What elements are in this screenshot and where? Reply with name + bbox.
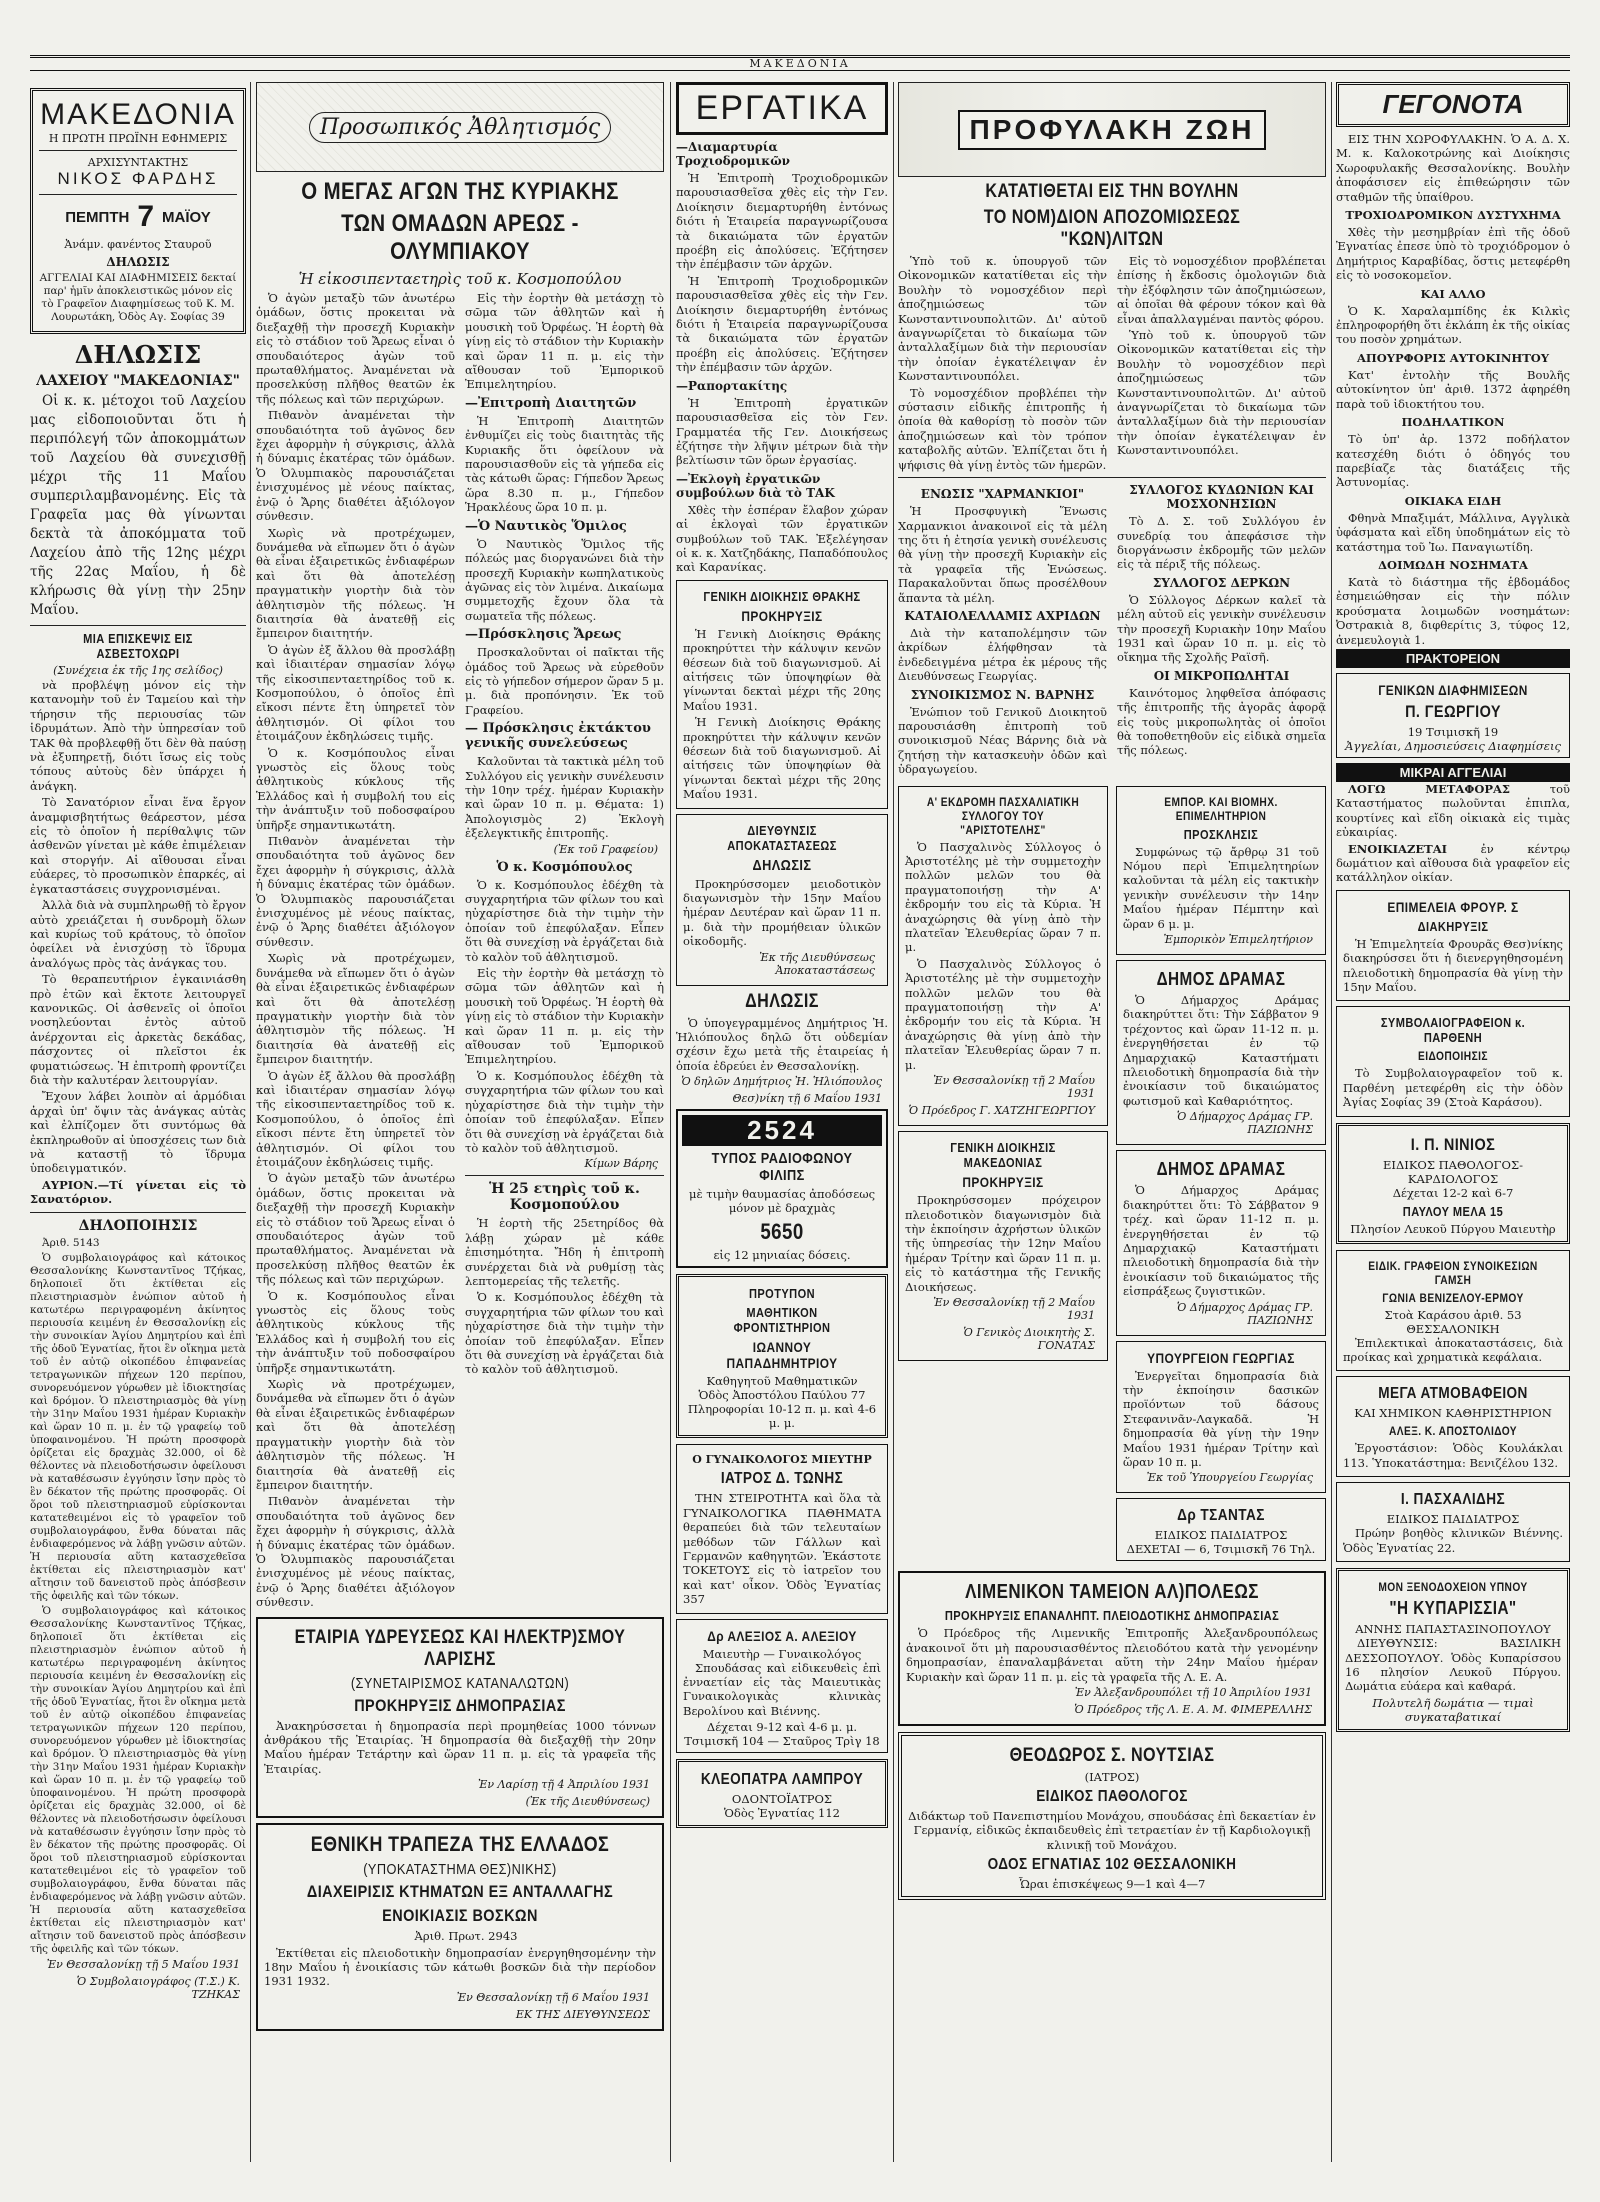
paschalidis-ad — [1336, 1482, 1570, 1562]
masthead — [30, 88, 246, 334]
paschalidis-name: Ι. ΠΑΣΧΑΛΙΔΗΣ — [1400, 1491, 1506, 1509]
bank-kind-2: ΕΝΟΙΚΙΑΣΙΣ ΒΟΣΚΩΝ — [382, 1906, 538, 1926]
radio-model: 2524 — [682, 1115, 882, 1146]
visit-paragraph: Ἀλλὰ διὰ νὰ συμπληρωθῇ τὸ ἔργον αὐτὸ χρειάζεται ἡ συνδρομὴ ὅλων καὶ κυρίως τοῦ κράτους, τὸ ὁποῖον ὀφείλει νὰ ἐνισχύσῃ τὸ ἵδρυμα ἀναλόγως πρὸς τὰς ἀνάγκας του. — [30, 898, 246, 970]
notices-row — [898, 781, 1326, 1567]
sports-paragraph: Ὁ ἀγὼν μεταξὺ τῶν ἀνωτέρω ὁμάδων, ὅστις προκειται νὰ διεξαχθῇ τὴν προσεχῆ Κυριακὴν εἰς τὸ στάδιον τοῦ Ἄρεως εἶναι ὁ σπουδαιότερος ἀγὼν τοῦ πρωταθλήματος. Ἀναμένεται νὰ προσελκύσῃ πλῆθος θεατῶν ἐκ τῆς πόλεως καὶ τῶν περιχώρων. — [256, 1171, 455, 1287]
aristotle-text: Ὁ Πασχαλινὸς Σύλλογος ὁ Ἀριστοτέλης μὲ τὴν συμμετοχὴν πολλῶν μελῶν του θὰ πραγματοποιήσῃ τὴν Α' ἐκδρομήν του εἰς τὰ Κύρια. Ἡ ἀναχώρησις θὰ γίνῃ ἀπὸ τὴν πλατεῖαν Ἐλευθερίας ὥραν 7 π. μ. — [905, 956, 1101, 1072]
aristotle-date: Ἐν Θεσσαλονίκῃ τῇ 2 Μαΐου 1931 — [933, 1074, 1095, 1101]
visit-title: ΜΙΑ ΕΠΙΣΚΕΨΙΣ ΕΙΣ ΑΣΒΕΣΤΟΧΩΡΙ — [83, 631, 193, 661]
running-header: ΜΑΚΕΔΟΝΙΑ — [30, 55, 1570, 71]
ninios-near: Πλησίον Λευκοῦ Πύργου Μαιευτὴρ — [1350, 1221, 1556, 1236]
news-text: Καινότομος ληφθεῖσα ἀπόφασις τῆς ἐπιτροπῆς τῆς ἀγορᾶς ἀφορᾷ εἰς τοὺς μικροπωλητὰς οἱ ὁποῖοι θὰ τοποθετηθοῦν εἰς εἰδικὰ σημεῖα τῆς πόλεως. — [1117, 685, 1326, 758]
chamber-text: Συμφώνως τῷ ἄρθρῳ 31 τοῦ Νόμου περὶ Ἐπιμελητηρίων καλοῦνται τὰ μέλη εἰς τακτικὴν γενικὴν συνέλευσιν τὴν 14ην Μαΐου ἡμέραν Πέμπτην καὶ ὥραν 6 μ. μ. — [1123, 844, 1319, 931]
refugee-paragraph: Τὸ νομοσχέδιον προβλέπει τὴν σύστασιν εἰδικῆς ἐπιτροπῆς ἡ ὁποία θὰ καθορίσῃ τὸ ποσὸν τῶν ἀποζημιώσεων καὶ τὸν τρόπον καταβολῆς αὐτῶν. Ἐλπίζεται ὅτι ἡ ψήφισις θὰ γίνῃ ἐντὸς τῶν ἡμερῶν. — [898, 385, 1107, 472]
weekday: ΠΕΜΠΤΗ — [65, 208, 130, 226]
ninios-hours: Δέχεται 12-2 καὶ 6-7 — [1392, 1185, 1514, 1200]
news-title: ΚΑΤΑΙΟΛΕΛΛΑΜΙΣ ΑΧΡΙΔΩΝ — [904, 608, 1101, 623]
noutsias-ad — [898, 1732, 1326, 1900]
events-text: Κατὰ τὸ διάστημα τῆς ἑβδομάδος ἐσημειώθησαν εἰς τὴν πόλιν κρούσματα λοιμωδῶν νοσημάτων: Ὀστρακιὰ 8, διφθερίτις 3, τύφος 12, ἀνεμευλογιὰ 1. — [1336, 574, 1570, 647]
dye-works-ad — [1336, 1376, 1570, 1477]
small-ad-title: ΕΝΟΙΚΙΑΖΕΤΑΙ — [1348, 841, 1447, 856]
column-rule — [670, 82, 671, 2162]
masthead-subtitle: Η ΠΡΩΤΗ ΠΡΩΪΝΗ ΕΦΗΜΕΡΙΣ — [48, 132, 228, 145]
small-ads-header: ΜΙΚΡΑΙ ΑΓΓΕΛΙΑΙ — [1336, 763, 1570, 782]
sports-paragraph: Χωρὶς νὰ προτρέχωμεν, δυνάμεθα νὰ εἴπωμεν ὅτι ὁ ἀγὼν θὰ εἶναι ἐξαιρετικῶς ἐνδιαφέρων καὶ ὅτι θὰ ἀποτελέσῃ πραγματικὴν γιορτὴν διὰ τὸν ἀθλητισμὸν τῆς πόλεως. Ἡ διαιτησία θὰ ἀνατεθῇ εἰς ἔμπειρον διαιτητήν. — [256, 951, 455, 1067]
drama-signature: Ὁ Δήμαρχος Δράμας ΓΡ. ΠΑΖΙΩΝΗΣ — [1176, 1110, 1313, 1137]
refugee-section-title: ΠΡΟΦΥΛΑΚΗ ΖΩΗ — [958, 110, 1267, 150]
reporter-text: Ἡ Ἐπιτροπὴ ἐργατικῶν παρουσιασθεῖσα εἰς τὸν Γεν. Γραμματέα τῆς Γεν. Διοικήσεως ἐζήτησε τὴν λῆψιν μέτρων διὰ τὴν βελτίωσιν τῶν ὅρων ἐργασίας. — [676, 395, 888, 468]
tram-text: Ἡ Ἐπιτροπὴ Τροχιοδρομικῶν παρουσιασθεῖσα χθὲς εἰς τὴν Γεν. Διοίκησιν διεμαρτυρήθη ἐντόνως διότι ἡ Ἑταιρεία παραγνωρίζουσα τὰ δικαιώματα τῶν ἐργατῶν προέβη εἰς ἀπολύσεις. Ἐζήτησεν τὴν ἐπέμβασιν τῶν ἀρχῶν. — [676, 273, 888, 375]
sports-paragraph: Ὁ κ. Κοσμόπουλος εἶναι γνωστὸς εἰς ὅλους τοὺς ἀθλητικοὺς κύκλους τῆς Ἑλλάδος καὶ ἡ συμβολή του εἰς τὴν ἀνάπτυξιν τοῦ ποδοσφαίρου ὑπῆρξε σημαντικωτάτη. — [256, 1288, 455, 1375]
cosmopoulos-text: Εἰς τὴν ἑορτὴν θὰ μετάσχῃ τὸ σῶμα τῶν ἀθλητῶν καὶ ἡ μουσικὴ τοῦ Ὀρφέως. Ἡ ἑορτὴ θὰ γίνῃ εἰς τὸ στάδιον τὴν Κυριακὴν καὶ ὥραν 11 π. μ. εἰς τὴν αἴθουσαν τοῦ Ἐμπορικοῦ Ἐπιμελητηρίου. — [465, 966, 664, 1067]
aristotle-text: Ὁ Πασχαλινὸς Σύλλογος ὁ Ἀριστοτέλης μὲ τὴν συμμετοχὴν πολλῶν μελῶν του θὰ πραγματοποιήσῃ τὴν Α' ἐκδρομήν του εἰς τὰ Κύρια. Ἡ ἀναχώρησις θὰ γίνῃ ἀπὸ τὴν πλατεῖαν Ἐλευθερίας ὥραν 7 π. μ. — [905, 839, 1101, 955]
noutsias-name: ΘΕΟΔΩΡΟΣ Σ. ΝΟΥΤΣΙΑΣ — [1009, 1745, 1215, 1766]
small-ad-title: ΛΟΓΩ ΜΕΤΑΦΟΡΑΣ — [1348, 781, 1511, 796]
tram-title: —Διαμαρτυρία Τροχιοδρομικῶν — [676, 140, 790, 168]
sports-paragraph: Πιθανὸν ἀναμένεται τὴν σπουδαιότητα τοῦ ἀγῶνος δεν ἔχει ἀφορμὴν ἡ σύγκρισις, ἀλλὰ ἡ δύναμις ἑκατέρας τῶν ὁμάδων. Ὁ Ὀλυμπιακὸς παρουσιάζεται ἐνισχυμένος μὲ νέους παίκτας, ἐνῷ ὁ Ἄρης διαθέτει ἀξιόλογον σύνθεσιν. — [256, 834, 455, 949]
chamber-notice — [1116, 786, 1326, 955]
marriage-bureau-subtitle: Στοὰ Καράσου ἀριθ. 53 ΘΕΣΣΑΛΟΝΙΚΗ — [1384, 1307, 1522, 1336]
tsantas-hours: ΔΕΧΕΤΑΙ — 6, Τσιμισκῆ 76 Τηλ. — [1126, 1542, 1316, 1557]
restoration-signature: Ἐκ τῆς Διευθύνσεως Ἀποκαταστάσεως — [759, 950, 875, 977]
announcement-number: Ἀριθ. 5143 — [42, 1236, 100, 1249]
tutoring-label: ΠΡΟΤΥΠΟΝ — [748, 1286, 816, 1302]
noutsias-subtitle: (ΙΑΤΡΟΣ) — [1084, 1770, 1140, 1784]
alexiou-ad — [676, 1619, 888, 1754]
refugee-article — [898, 254, 1326, 472]
drama-notice-1 — [1116, 960, 1326, 1145]
tutoring-hours: Πληροφορίαι 10-12 π. μ. καὶ 4-6 μ. μ. — [687, 1402, 877, 1431]
macedonia-kind: ΠΡΟΚΗΡΥΞΙΣ — [962, 1174, 1044, 1191]
drama-text: Ὁ Δήμαρχος Δράμας διακηρύττει ὅτι: Τὸ Σάββατον 9 τρέχ. καὶ ὥραν 11-12 π. μ. ἐνεργηθήσεται ἐν τῷ Δημαρχιακῷ Καταστήματι πλειοδοτικὴ δημοπρασία διὰ τὴν ἐνοικίασιν τοῦ δικαιώματος τῆς εἰσπράξεως ζυγιστικῶν. — [1123, 1183, 1319, 1299]
radio-ad — [676, 1109, 888, 1268]
utility-notice — [256, 1617, 664, 1819]
sports-section-banner — [256, 82, 664, 172]
tutoring-role: Καθηγητοῦ Μαθηματικῶν — [706, 1374, 858, 1389]
radio-terms: εἰς 12 μηνιαίας δόσεις. — [713, 1248, 851, 1263]
restoration-notice — [676, 814, 888, 986]
agency-name: Π. ΓΕΩΡΓΙΟΥ — [1405, 701, 1501, 721]
announcement-title: ΔΗΛΟΠΟΙΗΣΙΣ — [78, 1217, 198, 1234]
main-headline-1: Ο ΜΕΓΑΣ ΑΓΩΝ ΤΗΣ ΚΥΡΙΑΚΗΣ — [301, 178, 619, 205]
hotel-owner: ΑΝΝΗΣ ΠΑΠΑΣΤΑΣΙΝΟΠΟΥΛΟΥ — [1355, 1622, 1551, 1637]
cosmopoulos-title: Ὁ κ. Κοσμόπουλος — [496, 859, 633, 875]
alexiou-address: Τσιμισκῆ 104 — Σταῦρος Τρὶγ 18 — [684, 1734, 880, 1749]
sports-section-title: Προσωπικός Ἀθλητισμός — [309, 112, 611, 143]
garrison-notice — [1336, 890, 1570, 1002]
main-subhead: Ἡ εἰκοσιπενταετηρὶς τοῦ κ. Κοσμοπούλου — [298, 270, 622, 288]
drama-signature: Ὁ Δήμαρχος Δράμας ΓΡ. ΠΑΖΙΩΝΗΣ — [1176, 1300, 1313, 1327]
dateline — [39, 200, 237, 234]
radio-title: ΤΥΠΟΣ ΡΑΔΙΟΦΩΝΟΥ ΦΙΛΙΠΣ — [711, 1150, 853, 1185]
ninios-address: ΠΑΥΛΟΥ ΜΕΛΑ 15 — [1402, 1203, 1504, 1219]
refugee-paragraph: Εἰς τὸ νομοσχέδιον προβλέπεται ἐπίσης ἡ ἔκδοσις ὁμολογιῶν διὰ τὴν ἐξόφλησιν τῶν ἀποζημιώσεων, αἱ ὁποῖαι θὰ φέρουν τόκον καὶ θὰ εἶναι ἀπαλλαγμέναι παντὸς φόρου. — [1117, 254, 1326, 326]
agriculture-title: ΥΠΟΥΡΓΕΙΟΝ ΓΕΩΡΓΙΑΣ — [1147, 1349, 1295, 1366]
column-5 — [1336, 82, 1570, 2162]
general-assembly-text: Καλοῦνται τὰ τακτικὰ μέλη τοῦ Συλλόγου εἰς γενικὴν συνέλευσιν τὴν 10ην τρέχ. ἡμέραν Κυριακὴν καὶ ὥραν 10 π. μ. Θέματα: 1) Ἀπολογισμὸς 2) Ἐκλογὴ ἐξελεγκτικῆς ἐπιτροπῆς. — [465, 754, 664, 841]
hotel-text: ΔΙΕΥΘΥΝΣΙΣ: ΒΑΣΙΛΙΚΗ ΔΕΣΣΟΠΟΥΛΟΥ. Ὁδὸς Κυπαρίσσου 16 πλησίον Λευκοῦ Πύργου. Δωμάτια εὐάερα καὶ καθαρά. — [1345, 1636, 1561, 1694]
bank-subtitle: (ΥΠΟΚΑΤΑΣΤΗΜΑ ΘΕΣ)ΝΙΚΗΣ) — [363, 1861, 557, 1879]
column-4 — [898, 82, 1326, 2162]
declaration-title: ΔΗΛΩΣΙΣ — [745, 990, 819, 1012]
declaration-signature: Ὁ δηλῶν Δημήτριος Ἠ. Ἡλιόπουλος — [681, 1075, 882, 1089]
refugee-section-banner — [898, 82, 1326, 177]
tutoring-name: ΙΩΑΝΝΟΥ ΠΑΠΑΔΗΜΗΤΡΙΟΥ — [726, 1339, 838, 1372]
utility-date: Ἐν Λαρίσῃ τῇ 4 Ἀπριλίου 1931 — [477, 1778, 650, 1792]
tsantas-role: ΕΙΔΙΚΟΣ ΠΑΙΔΙΑΤΡΟΣ — [1154, 1528, 1288, 1543]
cosmopoulos-signature: Κίμων Βάρης — [584, 1157, 658, 1171]
gynecologist-ad — [676, 1444, 888, 1613]
column-2 — [256, 82, 664, 2162]
marriage-bureau-title: ΕΙΔΙΚ. ΓΡΑΦΕΙΟΝ ΣΥΝΟΙΚΕΣΙΩΝ ΓΑΜΣΗ — [1368, 1258, 1538, 1287]
alexiou-hours: Δέχεται 9-12 καὶ 4-6 μ. μ. — [706, 1720, 858, 1735]
column-rule — [893, 82, 894, 2162]
garrison-text: Ἡ Ἐπιμελητεία Φρουρᾶς Θεσ)νίκης διακηρύσσει ὅτι ἡ διενεργηθησομένη πλειοδοτικὴ δημοπρασία θὰ γίνῃ τὴν 15ην Μαΐου. — [1343, 936, 1563, 995]
notices-text: ΑΓΓΕΛΙΑΙ ΚΑΙ ΔΙΑΦΗΜΙΣΕΙΣ δεκταί παρ' ἡμῖν ἀποκλειστικῶς μόνον εἰς τὸ Γραφεῖον Διαφημίσεως τοῦ Κ. Μ. Λουρωτάκη, Ὁδὸς Αγ. Σοφίας 39 — [39, 272, 237, 323]
notices-right — [1116, 781, 1326, 1567]
chamber-signature: Ἐμπορικὸν Ἐπιμελητήριον — [1163, 933, 1313, 947]
agency-label: ΠΡΑΚΤΟΡΕΙΟΝ — [1336, 649, 1570, 668]
restoration-title: ΔΙΕΥΘΥΝΣΙΣ ΑΠΟΚΑΤΑΣΤΑΣΕΩΣ — [727, 822, 837, 853]
paschalidis-role: ΕΙΔΙΚΟΣ ΠΑΙΔΙΑΤΡΟΣ — [1386, 1512, 1520, 1527]
refugee-paragraph: Ὑπὸ τοῦ κ. ὑπουργοῦ τῶν Οἰκονομικῶν κατατίθεται εἰς τὴν Βουλὴν τὸ νομοσχέδιον περὶ ἀποζημιώσεως τῶν Κωνσταντινουπολιτῶν. Δι' αὐτοῦ ἀναγνωρίζεται τὸ δικαίωμα τῶν ἀνταλλαξίμων διὰ τὴν περιουσίαν τὴν ὁποίαν ἐγκατέλειψαν ἐν Κωνσταντινουπόλει. — [1117, 328, 1326, 458]
events-text: Χθὲς τὴν μεσημβρίαν ἐπὶ τῆς ὁδοῦ Ἐγνατίας ἐπεσε ὑπὸ τὸ τροχιόδρομον ὁ Δημήτριος Καραβίδας, ὅστις μετεφέρθη εἰς τὸ νοσοκομεῖον. — [1336, 225, 1570, 283]
thrace-text: Ἡ Γενικὴ Διοίκησις Θράκης προκηρύττει τὴν κάλυψιν κενῶν θέσεων διὰ τοῦ διαγωνισμοῦ. Αἱ αἰτήσεις τῶν ὑποψηφίων θὰ γίνωνται δεκταὶ μέχρι τῆς 20ης Μαΐου 1931. — [683, 715, 881, 802]
dye-works-subtitle: ΚΑΙ ΧΗΜΙΚΟΝ ΚΑΘΗΡΙΣΤΗΡΙΟΝ — [1354, 1406, 1552, 1421]
general-assembly-signature: (Ἐκ τοῦ Γραφείου) — [553, 842, 658, 856]
cosmopoulos-text: Ὁ κ. Κοσμόπουλος ἐδέχθη τὰ συγχαρητήρια τῶν φίλων του καὶ ηὐχαρίστησε διὰ τὴν τιμὴν τὴν ὁποίαν τοῦ ἐπεφύλαξαν. Εἶπεν ὅτι θὰ συνεχίσῃ νὰ ἐργάζεται διὰ τὸ καλὸν τοῦ ἀθλητισμοῦ. — [465, 1068, 664, 1155]
news-text: Ἐνώπιον τοῦ Γενικοῦ Διοικητοῦ παρουσιάσθη ἐπιτροπὴ τοῦ συνοικισμοῦ Νέας Βάρνης διὰ νὰ ζητήσῃ τὴν κατασκευὴν ὁδῶν καὶ ὑδραγωγείου. — [898, 704, 1107, 777]
announcement-text: Ὁ συμβολαιογράφος καὶ κάτοικος Θεσσαλονίκης Κωνσταντῖνος Τζήκας, δηλοποιεῖ ὅτι ἐκτίθεται εἰς πλειστηριασμὸν ἐνώπιον αὐτοῦ ἡ κατωτέρω περιγραφομένη ἀκίνητος περιουσία κειμένη ἐν Θεσσαλονίκῃ εἰς τὴν συνοικίαν Ἁγίου Δημητρίου καὶ ἐπὶ τῆς ὁδοῦ Ἐγνατίας, ἤτοι ἓν οἴκημα μετὰ τοῦ ἐν αὐτῷ οἰκοπέδου ἐπιφανείας τετραγωνικῶν πήχεων 120 περίπου, συνορευόμενον γύρωθεν μὲ ἰδιοκτησίας καὶ δρόμον. Ὁ πλειστηριασμὸς θὰ γίνῃ τὴν 31ην Μαΐου 1931 ἡμέραν Κυριακὴν καὶ ὥραν 10 π. μ. ἐν τῷ γραφείῳ τοῦ ὑποφαινομένου. Ἡ πρώτη προσφορὰ ὁρίζεται εἰς δραχμὰς 32.000, οἱ δὲ θέλοντες νὰ πλειοδοτήσωσιν ὀφείλουσι νὰ καταθέσωσιν ἐγγύησιν ἴσην πρὸς τὸ ἓν δέκατον τῆς πρώτης προσφορᾶς. Οἱ ὅροι τοῦ πλειστηριασμοῦ εὑρίσκονται κατατεθειμένοι εἰς τὸ γραφεῖον τοῦ συμβολαιογράφου, ἔνθα δύναται πᾶς ἐνδιαφερόμενος νὰ λάβῃ γνῶσιν αὐτῶν. Ἡ περιουσία αὕτη κατασχεθεῖσα ἐκτίθεται εἰς πλειστηριασμὸν κατ' αἴτησιν τοῦ δανειστοῦ πρὸς ἀπόσβεσιν τῆς ὀφειλῆς καὶ τῶν τόκων. — [30, 1251, 246, 1602]
feast-day: Ἀνάμν. φανέντος Σταυροῦ — [64, 238, 212, 251]
dye-works-name: ΑΛΕΞ. Κ. ΑΠΟΣΤΟΛΙΔΟΥ — [1388, 1424, 1518, 1439]
drama-notice-2 — [1116, 1150, 1326, 1335]
news-title: ΣΥΛΛΟΓΟΣ ΔΕΡΚΩΝ — [1152, 575, 1291, 590]
agency-tagline: Ἀγγελίαι, Δημοσιεύσεις Διαφημίσεις — [1345, 738, 1561, 753]
refugee-news — [898, 483, 1326, 777]
sports-paragraph: Ὁ ἀγὼν ἐξ ἄλλου θὰ προσλάβῃ καὶ ἰδιαιτέραν σημασίαν λόγῳ τῆς εἰκοσιπενταετηρίδος τοῦ κ. Κοσμοπούλου, ὁ ὁποῖος ἐπὶ εἴκοσι πέντε ἔτη ὑπηρετεῖ τὸν ἀθλητισμόν. Οἱ φίλοι του ἑτοιμάζουν ἐκδηλώσεις τιμῆς. — [256, 642, 455, 744]
agriculture-text: Ἐνεργεῖται δημοπρασία διὰ τὴν ἐκποίησιν δασικῶν προϊόντων τοῦ δάσους Στεφανινᾶν-Λαγκαδᾶ. Ἡ δημοπρασία θὰ γίνῃ τὴν 19ην Μαΐου 1931 ἡμέραν Τρίτην καὶ ὥραν 10 π. μ. — [1123, 1368, 1319, 1469]
thrace-notice — [676, 580, 888, 809]
events-text: Φθηνὰ Μπαξιμάτ, Μάλλινα, Αγγλικὰ ὑφάσματα καὶ εἴδη ὑποδημάτων εἰς τὸ κατάστημα τοῦ Ἰω. Παναγιωτίδη. — [1336, 510, 1570, 554]
election-text: Χθὲς τὴν ἑσπέραν ἔλαβον χώραν αἱ ἐκλογαὶ τῶν ἐργατικῶν συμβούλων τοῦ ΤΑΚ. Ἐξελέγησαν οἱ κ. κ. Χατζηδάκης, Παπαδόπουλος καὶ Καρανίκας. — [676, 502, 888, 575]
aristotle-signature: Ὁ Πρόεδρος Γ. ΧΑΤΖΗΓΕΩΡΓΙΟΥ — [908, 1104, 1095, 1118]
notary-text: Τὸ Συμβολαιογραφεῖον τοῦ κ. Παρθένη μετεφέρθη εἰς τὴν ὁδὸν Ἀγίας Σοφίας 39 (Στοὰ Καράσου). — [1343, 1066, 1563, 1110]
small-ad-text: ἐν κέντρῳ δωμάτιον καὶ αἴθουσα διὰ γραφεῖον εἰς κατάλληλον οἰκίαν. — [1336, 841, 1570, 885]
dentist-ad — [676, 1759, 888, 1828]
events-text: Ὁ Κ. Χαραλαμπίδης ἐκ Κιλκὶς ἐπληροφορήθη ὅτι ἐκλάπη ἐκ τῆς οἰκίας του ποσὸν χρημάτων. — [1336, 303, 1570, 347]
agriculture-notice — [1116, 1341, 1326, 1494]
agency-ad — [1336, 673, 1570, 758]
tutoring-address: Ὁδὸς Ἀποστόλου Παύλου 77 — [698, 1388, 866, 1403]
reporter-title: —Ραπορτακίτης — [676, 378, 788, 393]
ares-invitation-text: Προσκαλοῦνται οἱ παῖκται τῆς ὁμάδος τοῦ Ἄρεως νὰ εὑρεθοῦν εἰς τὸ γήπεδον σήμερον ὥραν 5 μ. μ. διὰ προπόνησιν. Ἐκ τοῦ Γραφείου. — [465, 645, 664, 717]
restoration-kind: ΔΗΛΩΣΙΣ — [752, 856, 812, 874]
sports-paragraph: Ὁ κ. Κοσμόπουλος εἶναι γνωστὸς εἰς ὅλους τοὺς ἀθλητικοὺς κύκλους τῆς Ἑλλάδος καὶ ἡ συμβολή του εἰς τὴν ἀνάπτυξιν τοῦ ποδοσφαίρου ὑπῆρξε σημαντικωτάτη. — [256, 745, 455, 832]
dentist-name: ΚΛΕΟΠΑΤΡΑ ΛΑΜΠΡΟΥ — [700, 1771, 864, 1789]
tutoring-title: ΜΑΘΗΤΙΚΟΝ ΦΡΟΝΤΙΣΤΗΡΙΟΝ — [733, 1305, 831, 1336]
election-title: —Ἐκλογὴ ἐργατικῶν συμβούλων διὰ τὸ ΤΑΚ — [676, 471, 835, 500]
chamber-kind: ΠΡΟΣΚΛΗΣΙΣ — [1183, 826, 1259, 842]
lottery-subtitle: ΛΑΧΕΙΟΥ "ΜΑΚΕΔΟΝΙΑΣ" — [36, 373, 240, 389]
gynecologist-text: ΤΗΝ ΣΤΕΙΡΟΤΗΤΑ καὶ ὅλα τὰ ΓΥΝΑΙΚΟΛΟΓΙΚΑ ΠΑΘΗΜΑΤΑ θεραπεύει διὰ τῶν τελευταίων μεθόδων τῶν Γάλλων καὶ Γερμανῶν καθηγητῶν. Ἑκάστοτε ΤΟΚΕΤΟΥΣ εἰς τὸ ἰατρεῖον του καὶ κατ' οἶκον. Ὁδὸς Ἐγνατίας 357 — [683, 1491, 881, 1607]
sports-article — [256, 291, 664, 1612]
agriculture-signature: Ἐκ τοῦ Ὑπουργείου Γεωργίας — [1146, 1471, 1313, 1485]
bank-text: Ἐκτίθεται εἰς πλειοδοτικὴν δημοπρασίαν ἐνεργηθησομένην τὴν 18ην Μαΐου ἡ ἐνοικίασις τῶν κάτωθι βοσκῶν διὰ τὴν περίοδον 1931 1932. — [264, 1945, 656, 1989]
visit-tomorrow: ΑΥΡΙΟΝ.—Τί γίνεται εἰς τὸ Σανατόριον. — [30, 1177, 246, 1207]
bank-signature: ΕΚ ΤΗΣ ΔΙΕΥΘΥΝΣΕΩΣ — [515, 2007, 650, 2021]
events-title: ΠΟΔΗΛΑΤΙΚΟΝ — [1401, 415, 1505, 430]
hotel-name: "Η ΚΥΠΑΡΙΣΣΙΑ" — [1389, 1598, 1517, 1619]
news-text: Ἡ Προσφυγικὴ Ἕνωσις Χαρμανκιοι ἀνακοινοῖ εἰς τὰ μέλη της ὅτι ἡ ἐτησία γενικὴ συνέλευσις θὰ γίνῃ τὴν προσεχῆ Κυριακὴν εἰς τὰ γραφεῖα τῆς Ἑνώσεως. Παρακαλοῦνται ὅπως προσέλθουν ἅπαντα τὰ μέλη. — [898, 504, 1107, 605]
radio-text: μὲ τιμὴν θαυμασίας ἀποδόσεως μόνον μὲ δραχμὰς — [688, 1187, 876, 1216]
news-title: ΟΙ ΜΙΚΡΟΠΩΛΗΤΑΙ — [1153, 668, 1290, 683]
anniversary-text: Ὁ κ. Κοσμόπουλος ἐδέχθη τὰ συγχαρητήρια τῶν φίλων του καὶ ηὐχαρίστησε διὰ τὴν τιμὴν τὴν ὁποίαν τοῦ ἐπεφύλαξαν. Εἶπεν ὅτι θὰ συνεχίσῃ νὰ ἐργάζεται διὰ τὸ καλὸν τοῦ ἀθλητισμοῦ. — [465, 1290, 664, 1377]
tutoring-ad — [676, 1274, 888, 1438]
events-text: Τὸ ὑπ' ἀρ. 1372 ποδήλατον κατεσχέθη διότι ὁ ὁδηγός του παρεβίαζε τὰς διατάξεις τῆς Ἀστυνομίας. — [1336, 432, 1570, 490]
port-title: ΛΙΜΕΝΙΚΟΝ ΤΑΜΕΙΟΝ ΑΛ)ΠΟΛΕΩΣ — [965, 1581, 1259, 1604]
bank-number: Ἀριθ. Πρωτ. 2943 — [414, 1929, 518, 1944]
events-title: ΟΙΚΙΑΚΑ ΕΙΔΗ — [1404, 493, 1502, 508]
visit-paragraph: νὰ προβλέψῃ μόνον εἰς τὴν κατανομὴν τοῦ ἐν Ταμείου καὶ τὴν τήρησιν τῆς περιουσίας τῶν ἱδρυμάτων. Ἀπὸ τὴν ὑπηρεσίαν τοῦ ΤΑΚ θὰ προβλεφθῇ ὅτι δὲν θὰ παύσῃ νὰ ἐξυπηρετῇ, διότι ἴσως εἰς τοὺς τόπους αὐτοὺς δὲν ὑπάρχει ἡ ἀνάγκη. — [30, 678, 246, 793]
sports-paragraph: Ὁ ἀγὼν μεταξὺ τῶν ἀνωτέρω ὁμάδων, ὅστις προκειται νὰ διεξαχθῇ τὴν προσεχῆ Κυριακὴν εἰς τὸ στάδιον τοῦ Ἄρεως εἶναι ὁ σπουδαιότερος ἀγὼν τοῦ πρωταθλήματος. Ἀναμένεται νὰ προσελκύσῃ πλῆθος θεατῶν ἐκ τῆς πόλεως καὶ τῶν περιχώρων. — [256, 291, 455, 406]
refugee-headline-2: ΤΟ ΝΟΜ)ΔΙΟΝ ΑΠΟΖΟΜΙΩΣΕΩΣ "ΚΩΝ)ΛΙΤΩΝ — [983, 207, 1241, 250]
noutsias-text: Διδάκτωρ τοῦ Πανεπιστημίου Μονάχου, σπουδάσας ἐπὶ δεκαετίαν ἐν Γερμανίᾳ, εἰδικῶς ἐκπαιδευθεὶς ἐπὶ τετραετίαν ἐν τῇ Καρδιολογικῇ κλινικῇ τοῦ Μονάχου. — [908, 1809, 1316, 1852]
hotel-title: ΜΟΝ ΞΕΝΟΔΟΧΕΙΟΝ ΥΠΝΟΥ — [1378, 1580, 1528, 1595]
macedonia-text: Προκηρύσσομεν πρόχειρον πλειοδοτικὸν διαγωνισμὸν διὰ τὴν ἐκποίησιν ἀχρήστων ὑλικῶν τῆς ὑπηρεσίας τὴν 12ην Μαΐου ἡμέραν Τρίτην καὶ ὥραν 11 π. μ. εἰς τὸ κατάστημα τῆς Γενικῆς Διοικήσεως. — [905, 1193, 1101, 1294]
masthead-title: ΜΑΚΕΔΟΝΙΑ — [40, 98, 236, 131]
events-text: Κατ' ἐντολὴν τῆς Βουλῆς αὐτοκίνητον ὑπ' ἀριθ. 1372 ἀφηρέθη παρὰ τοῦ ἰδιοκτήτου του. — [1336, 367, 1570, 411]
news-title: ΣΥΝΟΙΚΙΣΜΟΣ Ν. ΒΑΡΝΗΣ — [910, 687, 1095, 702]
events-title: ΚΑΙ ΑΛΛΟ — [1420, 286, 1486, 301]
news-title: ΕΝΩΣΙΣ "ΧΑΡΜΑΝΚΙΟΙ" — [920, 487, 1085, 502]
garrison-title: ΕΠΙΜΕΛΕΙΑ ΦΡΟΥΡ. Σ — [1387, 898, 1519, 915]
column-rule — [1331, 82, 1332, 2162]
thrace-title: ΓΕΝΙΚΗ ΔΙΟΙΚΗΣΙΣ ΘΡΑΚΗΣ — [703, 588, 861, 604]
nautical-club-title: —Ὁ Ναυτικὸς Ὅμιλος — [465, 518, 627, 534]
announcement-date: Ἐν Θεσσαλονίκῃ τῇ 5 Μαΐου 1931 — [46, 1957, 240, 1971]
notices-left — [898, 781, 1108, 1567]
anniversary-title: Ἡ 25 ετηρὶς τοῦ κ. Κοσμοπούλου — [489, 1181, 640, 1214]
aristotle-title: Α' ΕΚΔΡΟΜΗ ΠΑΣΧΑΛΙΑΤΙΚΗ ΣΥΛΛΟΓΟΥ ΤΟΥ "ΑΡΙΣΤΟΤΕΛΗΣ" — [926, 794, 1080, 837]
hotel-prices: Πολυτελῆ δωμάτια — τιμαὶ συγκαταβατικαί — [1372, 1695, 1534, 1724]
bank-kind: ΔΙΑΧΕΙΡΙΣΙΣ ΚΤΗΜΑΤΩΝ ΕΞ ΑΝΤΑΛΛΑΓΗΣ — [306, 1882, 614, 1902]
bank-notice — [256, 1823, 664, 2031]
sports-paragraph: Χωρὶς νὰ προτρέχωμεν, δυνάμεθα νὰ εἴπωμεν ὅτι ὁ ἀγὼν θὰ εἶναι ἐξαιρετικῶς ἐνδιαφέρων καὶ ὅτι θὰ ἀποτελέσῃ πραγματικὴν γιορτὴν διὰ τὸν ἀθλητισμὸν τῆς πόλεως. Ἡ διαιτησία θὰ ἀνατεθῇ εἰς ἔμπειρον διαιτητήν. — [256, 525, 455, 641]
utility-kind: ΠΡΟΚΗΡΥΞΙΣ ΔΗΜΟΠΡΑΣΙΑΣ — [354, 1695, 566, 1715]
sports-paragraph: Εἰς τὴν ἑορτὴν θὰ μετάσχῃ τὸ σῶμα τῶν ἀθλητῶν καὶ ἡ μουσικὴ τοῦ Ὀρφέως. Ἡ ἑορτὴ θὰ γίνῃ εἰς τὸ στάδιον τὴν Κυριακὴν καὶ ὥραν 11 π. μ. εἰς τὴν αἴθουσαν τοῦ Ἐμπορικοῦ Ἐπιμελητηρίου. — [465, 291, 664, 392]
lottery-title: ΔΗΛΩΣΙΣ — [74, 340, 202, 369]
news-title: ΣΥΛΛΟΓΟΣ ΚΥΔΩΝΙΩΝ ΚΑΙ ΜΟΣΧΟΝΗΣΙΩΝ — [1129, 483, 1314, 512]
alexiou-name: Δρ ΑΛΕΞΙΟΣ Α. ΑΛΕΞΙΟΥ — [707, 1627, 857, 1644]
garrison-kind: ΔΙΑΚΗΡΥΞΙΣ — [1417, 918, 1489, 934]
editor-label: ΑΡΧΙΣΥΝΤΑΚΤΗΣ — [87, 156, 189, 169]
events-title: ΔΟΙΜΩΔΗ ΝΟΣΗΜΑΤΑ — [1378, 557, 1528, 572]
referee-committee-text: Ἡ Ἐπιτροπὴ Διαιτητῶν ἐνθυμίζει εἰς τοὺς διαιτητὰς τῆς Κυριακῆς ὅτι ὀφείλουν νὰ παρουσιασθοῦν εἰς τὰ γήπεδα εἰς τὰς κάτωθι ὥρας: Γήπεδον Ἄρεως ὥρα 8.30 π. μ., Γήπεδον Ἡρακλέους ὥρα 10 π. μ. — [465, 413, 664, 515]
month: ΜΑΪΟΥ — [162, 208, 211, 226]
visit-paragraph: Τὸ θεραπευτήριον ἐγκαινιάσθη πρὸ ἐτῶν καὶ ἔκτοτε λειτουργεῖ κανονικῶς. Οἱ ἀσθενεῖς οἱ ὁποῖοι νοσηλεύονται ἐντὸς αὐτοῦ ἀνέρχονται εἰς ἀρκετὰς δεκάδας, πάσχοντες οἱ πλεῖστοι ἐκ φυματιώσεως. Ἡ ἐπιτροπὴ φροντίζει διὰ τὴν καλυτέραν λειτουργίαν. — [30, 972, 246, 1087]
announcement-text: Ὁ συμβολαιογράφος καὶ κάτοικος Θεσσαλονίκης Κωνσταντῖνος Τζήκας, δηλοποιεῖ ὅτι ἐκτίθεται εἰς πλειστηριασμὸν ἐνώπιον αὐτοῦ ἡ κατωτέρω περιγραφομένη ἀκίνητος περιουσία κειμένη ἐν Θεσσαλονίκῃ εἰς τὴν συνοικίαν Ἁγίου Δημητρίου καὶ ἐπὶ τῆς ὁδοῦ Ἐγνατίας, ἤτοι ἓν οἴκημα μετὰ τοῦ ἐν αὐτῷ οἰκοπέδου ἐπιφανείας τετραγωνικῶν πήχεων 120 περίπου, συνορευόμενον γύρωθεν μὲ ἰδιοκτησίας καὶ δρόμον. Ὁ πλειστηριασμὸς θὰ γίνῃ τὴν 31ην Μαΐου 1931 ἡμέραν Κυριακὴν καὶ ὥραν 10 π. μ. ἐν τῷ γραφείῳ τοῦ ὑποφαινομένου. Ἡ πρώτη προσφορὰ ὁρίζεται εἰς δραχμὰς 32.000, οἱ δὲ θέλοντες νὰ πλειοδοτήσωσιν ὀφείλουσι νὰ καταθέσωσιν ἐγγύησιν ἴσην πρὸς τὸ ἓν δέκατον τῆς πρώτης προσφορᾶς. Οἱ ὅροι τοῦ πλειστηριασμοῦ εὑρίσκονται κατατεθειμένοι εἰς τὸ γραφεῖον τοῦ συμβολαιογράφου, ἔνθα δύναται πᾶς ἐνδιαφερόμενος νὰ λάβῃ γνῶσιν αὐτῶν. Ἡ περιουσία αὕτη κατασχεθεῖσα ἐκτίθεται εἰς πλειστηριασμὸν κατ' αἴτησιν τοῦ δανειστοῦ πρὸς ἀπόσβεσιν τῆς ὀφειλῆς καὶ τῶν τόκων. — [30, 1604, 246, 1955]
alexiou-text: Σπουδάσας καὶ εἰδικευθεὶς ἐπὶ ἐνναετίαν εἰς τὰς Μαιευτικὰς Γυναικολογικὰς κλινικὰς Βερολίνου καὶ Βιέννης. — [683, 1660, 881, 1718]
dentist-address: Ὁδὸς Ἐγνατίας 112 — [724, 1806, 840, 1821]
refugee-headline-1: ΚΑΤΑΤΙΘΕΤΑΙ ΕΙΣ ΤΗΝ ΒΟΥΛΗΝ — [985, 181, 1239, 202]
bank-title: ΕΘΝΙΚΗ ΤΡΑΠΕΖΑ ΤΗΣ ΕΛΛΑΔΟΣ — [310, 1833, 610, 1857]
notices-title: ΔΗΛΩΣΙΣ — [106, 255, 170, 269]
drama-title: ΔΗΜΟΣ ΔΡΑΜΑΣ — [1156, 1159, 1286, 1180]
port-signature: Ὁ Πρόεδρος τῆς Λ. Ε. Α. Μ. ΦΙΜΕΡΕΛΛΗΣ — [1074, 1703, 1312, 1716]
aristotle-notice — [898, 786, 1108, 1127]
dentist-role: ΟΔΟΝΤΟΪΑΤΡΟΣ — [731, 1792, 833, 1807]
gynecologist-title: Ο ΓΥΝΑΙΚΟΛΟΓΟΣ ΜΙΕΥΤΗΡ — [692, 1453, 872, 1467]
column-rule — [250, 82, 251, 2162]
announcement-signature: Ὁ Συμβολαιογράφος (Τ.Σ.) Κ. ΤΖΗΚΑΣ — [76, 1974, 240, 2001]
dye-works-title: ΜΕΓΑ ΑΤΜΟΒΑΦΕΙΟΝ — [1378, 1385, 1528, 1403]
noutsias-hours: Ὧραι ἐπισκέψεως 9—1 καὶ 4—7 — [1018, 1877, 1206, 1892]
visit-paragraph: Τὸ Σανατόριον εἶναι ἕνα ἔργον ἀναμφισβητήτως θεάρεστον, μέσα εἰς τὸ ὁποῖον ἡ περίθαλψις τῶν ἀσθενῶν γίνεται μὲ κάθε ἐπιμέλειαν καὶ στοργήν. Αἱ αἴθουσαι εἶναι εὐάερες, τὸ προσωπικὸν ἐπαρκές, αἱ ἐγκαταστάσεις συγχρονισμέναι. — [30, 795, 246, 896]
paschalidis-text: Πρώην βοηθὸς κλινικῶν Βιέννης. Ὁδὸς Ἐγνατίας 22. — [1343, 1526, 1563, 1555]
ninios-role: ΕΙΔΙΚΟΣ ΠΑΘΟΛΟΓΟΣ-ΚΑΡΔΙΟΛΟΓΟΣ — [1383, 1157, 1523, 1186]
main-headline-2: ΤΩΝ ΟΜΑΔΩΝ ΑΡΕΩΣ - ΟΛΥΜΠΙΑΚΟΥ — [341, 210, 579, 265]
alexiou-role: Μαιευτὴρ — Γυναικολόγος — [702, 1646, 862, 1661]
notary-kind: ΕΙΔΟΠΟΙΗΣΙΣ — [1418, 1049, 1488, 1064]
sports-paragraph: Χωρὶς νὰ προτρέχωμεν, δυνάμεθα νὰ εἴπωμεν ὅτι ὁ ἀγὼν θὰ εἶναι ἐξαιρετικῶς ἐνδιαφέρων καὶ ὅτι θὰ ἀποτελέσῃ πραγματικὴν γιορτὴν διὰ τὸν ἀθλητισμὸν τῆς πόλεως. Ἡ διαιτησία θὰ ἀνατεθῇ εἰς ἔμπειρον διαιτητήν. — [256, 1377, 455, 1492]
drama-text: Ὁ Δήμαρχος Δράμας διακηρύττει ὅτι: Τὴν Σάββατον 9 τρέχοντος καὶ ὥραν 11-12 π. μ. ἐνεργηθήσεται ἐν τῷ Δημαρχιακῷ Καταστήματι πλειοδοτικὴ δημοπρασία διὰ τὴν ἐνοικίασιν τοῦ δικαιώματος φωτισμοῦ καὶ Καθαριότητος. — [1123, 993, 1319, 1108]
tsantas-name: Δρ ΤΣΑΝΤΑΣ — [1177, 1507, 1265, 1525]
column-1 — [30, 82, 246, 2162]
general-assembly-title: — Πρόσκλησις ἐκτάκτου γενικῆς συνελεύσεως — [465, 721, 651, 752]
thrace-kind: ΠΡΟΚΗΡΥΞΙΣ — [741, 607, 823, 624]
sports-paragraph: Ὁ ἀγὼν ἐξ ἄλλου θὰ προσλάβῃ καὶ ἰδιαιτέραν σημασίαν λόγῳ τῆς εἰκοσιπενταετηρίδος τοῦ κ. Κοσμοπούλου, ὁ ὁποῖος ἐπὶ εἴκοσι πέντε ἔτη ὑπηρετεῖ τὸν ἀθλητισμόν. Οἱ φίλοι του ἑτοιμάζουν ἐκδηλώσεις τιμῆς. — [256, 1068, 455, 1169]
marriage-bureau-text: Ἐπιλεκτικαὶ ἀποκαταστάσεις, διὰ προίκας καὶ χρηματικὰ κεφάλαια. — [1343, 1335, 1563, 1365]
macedonia-date: Ἐν Θεσσαλονίκῃ τῇ 2 Μαΐου 1931 — [933, 1295, 1095, 1322]
radio-price: 5650 — [760, 1219, 804, 1245]
lottery-text: Οἱ κ. κ. μέτοχοι τοῦ Λαχείου μας εἰδοποιοῦνται ὅτι ἡ περιπόλεγή τῶν ἀποκομμάτων τοῦ Λαχείου θὰ συνεχισθῇ μέχρι τῆς 11 Μαΐου συμπεριλαμβανομένης. Εἰς τὰ Γραφεῖα μας θὰ γίνωνται δεκτὰ τὰ ἀποκόμματα τοῦ Λαχείου ἀπὸ τῆς 12ης μέχρι τῆς 22ας Μαΐου, ἡ δὲ κλήρωσις θὰ γίνῃ τὴν 25ην Μαΐου. — [30, 393, 246, 618]
events-title: ΑΠΟΥΡΦΟΡΙΣ ΑΥΤΟΚΙΝΗΤΟΥ — [1356, 350, 1550, 365]
agency-address: 19 Τσιμισκῆ 19 — [1407, 724, 1499, 739]
ninios-name: Ι. Π. ΝΙΝΙΟΣ — [1410, 1134, 1496, 1154]
chamber-title: ΕΜΠΟΡ. ΚΑΙ ΒΙΟΜΗΧ. ΕΠΙΜΕΛΗΤΗΡΙΟΝ — [1164, 794, 1278, 823]
refugee-paragraph: Ὑπὸ τοῦ κ. ὑπουργοῦ τῶν Οἰκονομικῶν κατατίθεται εἰς τὴν Βουλὴν τὸ νομοσχέδιον περὶ ἀποζημιώσεως τῶν Κωνσταντινουπολιτῶν. Δι' αὐτοῦ ἀναγνωρίζεται τὸ δικαίωμα τῶν ἀνταλλαξίμων διὰ τὴν περιουσίαν τὴν ὁποίαν ἐγκατέλειψαν ἐν Κωνσταντινουπόλει. — [898, 254, 1107, 384]
ninios-ad — [1336, 1123, 1570, 1244]
declaration-date: Θεσ)νίκη τῇ 6 Μαΐου 1931 — [732, 1092, 882, 1106]
marriage-bureau-ad — [1336, 1250, 1570, 1372]
tram-text: Ἡ Ἐπιτροπὴ Τροχιοδρομικῶν παρουσιασθεῖσα χθὲς εἰς τὴν Γεν. Διοίκησιν διεμαρτυρήθη ἐντόνως διότι ἡ Ἑταιρεία παραγνωρίζουσα τὰ δικαιώματα τῶν ἐργατῶν προέβη εἰς ἀπολύσεις. Ἐζήτησεν τὴν ἐπέμβασιν τῶν ἀρχῶν. — [676, 171, 888, 272]
events-title: ΤΡΟΧΙΟΔΡΟΜΙΚΟΝ ΔΥΣΤΥΧΗΜΑ — [1345, 208, 1561, 223]
labor-section-title: ΕΡΓΑΤΙΚΑ — [676, 82, 888, 135]
date-number: 7 — [137, 200, 155, 233]
bank-date: Ἐν Θεσσαλονίκῃ τῇ 6 Μαΐου 1931 — [456, 1990, 650, 2004]
cosmopoulos-text: Ὁ κ. Κοσμόπουλος ἐδέχθη τὰ συγχαρητήρια τῶν φίλων του καὶ ηὐχαρίστησε διὰ τὴν τιμὴν τὴν ὁποίαν τοῦ ἐπεφύλαξαν. Εἶπεν ὅτι θὰ συνεχίσῃ νὰ ἐργάζεται διὰ τὸ καλὸν τοῦ ἀθλητισμοῦ. — [465, 877, 664, 964]
agency-title: ΓΕΝΙΚΩΝ ΔΙΑΦΗΜΙΣΕΩΝ — [1378, 681, 1528, 698]
marriage-bureau-address: ΓΩΝΙΑ ΒΕΝΙΖΕΛΟΥ-ΕΡΜΟΥ — [1382, 1290, 1524, 1305]
utility-signature: (Ἐκ τῆς Διευθύνσεως) — [525, 1795, 650, 1809]
news-text: Διὰ τὴν καταπολέμησιν τῶν ἀκρίδων ἐλήφθησαν τὰ ἐνδεδειγμένα μέτρα ἐκ μέρους τῆς Διευθύνσεως Γεωργίας. — [898, 625, 1107, 684]
events-text: ΕΙΣ ΤΗΝ ΧΩΡΟΦΥΛΑΚΗΝ. Ὁ Α. Δ. Χ. Μ. κ. Καλοκοτρώνης καὶ Διοίκησις Χωροφυλακῆς Θεσσαλονίκης. Βουλὴν ἀποφάσισεν εἰς ἐπιθεώρησιν τῶν σταθμῶν τῆς ὑπαίθρου. — [1336, 132, 1570, 204]
visit-continued: (Συνέχεια ἐκ τῆς 1ης σελίδος) — [53, 664, 223, 677]
port-notice — [898, 1571, 1326, 1726]
events-section-title: ΓΕΓΟΝΟΤΑ — [1336, 82, 1570, 127]
macedonia-signature: Ὁ Γενικὸς Διοικητὴς Σ. ΓΟΝΑΤΑΣ — [963, 1325, 1095, 1352]
thrace-text: Ἡ Γενικὴ Διοίκησις Θράκης προκηρύττει τὴν κάλυψιν κενῶν θέσεων διὰ τοῦ διαγωνισμοῦ. Αἱ αἰτήσεις τῶν ὑποψηφίων θὰ γίνωνται δεκταὶ μέχρι τῆς 20ης Μαΐου 1931. — [683, 626, 881, 713]
referee-committee-title: —Ἐπιτροπὴ Διαιτητῶν — [465, 395, 637, 411]
utility-title: ΕΤΑΙΡΙΑ ΥΔΡΕΥΣΕΩΣ ΚΑΙ ΗΛΕΚΤΡ)ΣΜΟΥ ΛΑΡΙΣΗΣ — [294, 1626, 626, 1670]
notary-title: ΣΥΜΒΟΛΑΙΟΓΡΑΦΕΙΟΝ κ. ΠΑΡΘΕΝΗ — [1380, 1015, 1526, 1046]
noutsias-role: ΕΙΔΙΚΟΣ ΠΑΘΟΛΟΓΟΣ — [1036, 1788, 1188, 1805]
hotel-ad — [1336, 1568, 1570, 1732]
sports-paragraph: Πιθανὸν ἀναμένεται τὴν σπουδαιότητα τοῦ ἀγῶνος δεν ἔχει ἀφορμὴν ἡ σύγκρισις, ἀλλὰ ἡ δύναμις ἑκατέρας τῶν ὁμάδων. Ὁ Ὀλυμπιακὸς παρουσιάζεται ἐνισχυμένος μὲ νέους παίκτας, ἐνῷ ὁ Ἄρης διαθέτει ἀξιόλογον σύνθεσιν. — [256, 408, 455, 524]
visit-paragraph: Ἔχουν λάβει λοιπὸν αἱ ἁρμόδιαι ἀρχαὶ ὑπ' ὄψιν τὰς ἀνάγκας αὐτὰς καὶ ἐλπίζομεν ὅτι συντόμως θὰ ἐκπληρωθοῦν αἱ ὑποσχέσεις των διὰ νὰ καταστῇ τὸ ἵδρυμα ὑποδειγματικόν. — [30, 1089, 246, 1176]
sports-paragraph: Πιθανὸν ἀναμένεται τὴν σπουδαιότητα τοῦ ἀγῶνος δεν ἔχει ἀφορμὴν ἡ σύγκρισις, ἀλλὰ ἡ δύναμις ἑκατέρας τῶν ὁμάδων. Ὁ Ὀλυμπιακὸς παρουσιάζεται ἐνισχυμένος μὲ νέους παίκτας, ἐνῷ ὁ Ἄρης διαθέτει ἀξιόλογον σύνθεσιν. — [256, 1494, 455, 1610]
gynecologist-name: ΙΑΤΡΟΣ Δ. ΤΩΝΗΣ — [720, 1470, 844, 1488]
editor-name: ΝΙΚΟΣ ΦΑΡΔΗΣ — [57, 169, 219, 188]
sports-left-column — [256, 291, 455, 1612]
macedonia-title: ΓΕΝΙΚΗ ΔΙΟΙΚΗΣΙΣ ΜΑΚΕΔΟΝΙΑΣ — [950, 1140, 1056, 1171]
port-kind: ΠΡΟΚΗΡΥΞΙΣ ΕΠΑΝΑΛΗΠΤ. ΠΛΕΙΟΔΟΤΙΚΗΣ ΔΗΜΟΠΡΑΣΙΑΣ — [944, 1608, 1280, 1624]
port-date: Ἐν Ἀλεξανδρουπόλει τῇ 10 Ἀπριλίου 1931 — [1074, 1686, 1312, 1699]
news-text: Τὸ Δ. Σ. τοῦ Συλλόγου ἐν συνεδρίᾳ του ἀπεφάσισε τὴν διοργάνωσιν ἐκδρομῆς τῶν μελῶν εἰς τὰ πέριξ τῆς πόλεως. — [1117, 514, 1326, 572]
port-text: Ὁ Πρόεδρος τῆς Λιμενικῆς Ἐπιτροπῆς Ἀλεξανδρουπόλεως ἀνακοινοῖ ὅτι μὴ παρουσιασθέντος πλειοδότου κατὰ τὴν γενομένην δημοπρασίαν, ἐπαναλαμβάνεται αὕτη τὴν 24ην Μαΐου ἡμέραν Κυριακὴν καὶ ὥραν 11 π. μ. εἰς τὰ γραφεῖα τῆς Λ. Ε. Α. — [906, 1626, 1318, 1684]
macedonia-notice — [898, 1131, 1108, 1361]
anniversary-text: Ἡ ἑορτὴ τῆς 25ετηρίδος θὰ λάβῃ χώραν μὲ κάθε ἐπισημότητα. Ἤδη ἡ ἐπιτροπὴ συνέρχεται διὰ νὰ ρυθμίσῃ τὰς λεπτομερείας τῆς τελετῆς. — [465, 1216, 664, 1288]
utility-subtitle: (ΣΥΝΕΤΑΙΡΙΣΜΟΣ ΚΑΤΑΝΑΛΩΤΩΝ) — [350, 1674, 570, 1692]
noutsias-address: ΟΔΟΣ ΕΓΝΑΤΙΑΣ 102 ΘΕΣΣΑΛΟΝΙΚΗ — [987, 1856, 1237, 1874]
dye-works-text: Ἐργοστάσιον: Ὁδὸς Κουλάκλαι 113. Ὑποκατάστημα: Βενιζέλου 132. — [1343, 1441, 1563, 1470]
column-3 — [676, 82, 888, 2162]
news-text: Ὁ Σύλλογος Δέρκων καλεῖ τὰ μέλη αὐτοῦ εἰς γενικὴν συνέλευσιν τὴν προσεχῆ Κυριακὴν 10ην Μαΐου 1931 καὶ ὥραν 10 π. μ. εἰς τὸ οἴκημα τῆς Σχολῆς Ραϊσῆ. — [1117, 592, 1326, 665]
ares-invitation-title: —Πρόσκλησις Ἄρεως — [465, 627, 622, 643]
notary-notice — [1336, 1006, 1570, 1116]
sports-right-column — [465, 291, 664, 1612]
utility-text: Ἀνακηρύσσεται ἡ δημοπρασία περὶ προμηθείας 1000 τόννων ἀνθράκου τῆς Ἐταιρίας. Ἡ δημοπρασία θὰ διεξαχθῇ τὴν 20ην Μαΐου ἡμέραν Τετάρτην καὶ ὥραν 11 π. μ. εἰς τὰ γραφεῖα τῆς Ἐταιρίας. — [264, 1718, 656, 1776]
restoration-text: Προκηρύσσομεν μειοδοτικὸν διαγωνισμὸν τὴν 15ην Μαΐου ἡμέραν Δευτέραν καὶ ὥραν 11 π. μ. διὰ τὴν προμήθειαν ὑλικῶν οἰκοδομῆς. — [683, 876, 881, 949]
declaration-text: Ὁ ὑπογεγραμμένος Δημήτριος Ἠ. Ἡλιόπουλος δηλῶ ὅτι οὐδεμίαν σχέσιν ἔχω μετὰ τῆς ἑταιρείας ἡ ὁποία ἐδρεύει ἐν Θεσσαλονίκῃ. — [676, 1015, 888, 1073]
small-ad-text: τοῦ Καταστήματος πωλοῦνται ἐπιπλα, κουρτίνες καὶ εἴδη οἰκιακὰ εἰς τιμὰς εὐκαιρίας. — [1336, 781, 1570, 840]
nautical-club-text: Ὁ Ναυτικὸς Ὅμιλος τῆς πόλεώς μας διοργανώνει διὰ τὴν προσεχῆ Κυριακὴν κωπηλατικοὺς ἀγῶνας εἰς τὸν λιμένα. Δικαίωμα συμμετοχῆς ἔχουν ὅλα τὰ σωματεῖα τῆς πόλεως. — [465, 536, 664, 623]
drama-title: ΔΗΜΟΣ ΔΡΑΜΑΣ — [1156, 969, 1286, 990]
tsantas-ad — [1116, 1498, 1326, 1561]
